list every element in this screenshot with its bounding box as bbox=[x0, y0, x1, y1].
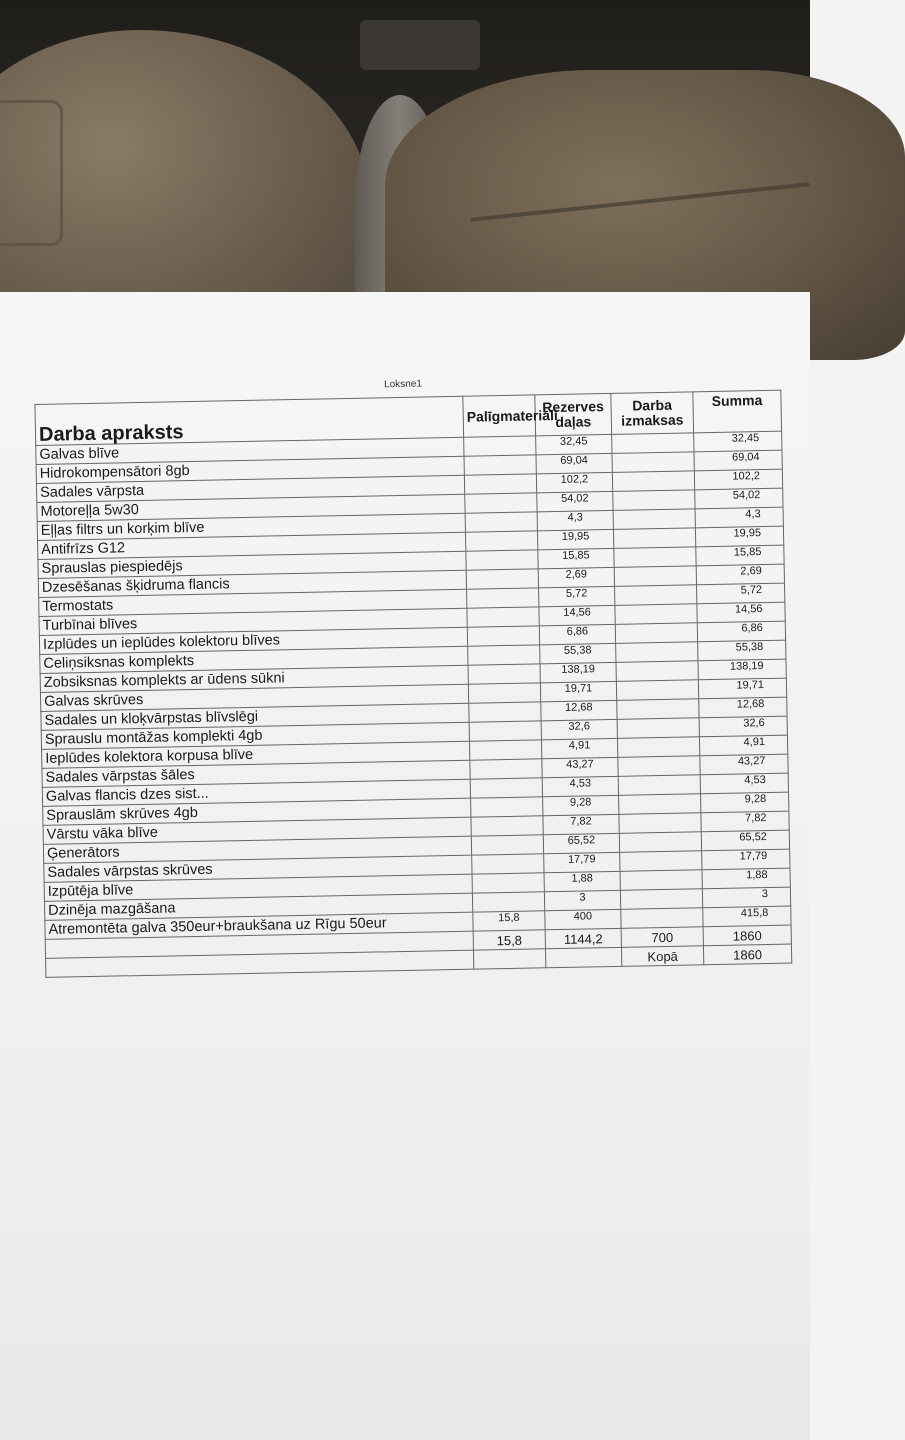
row-description: Motoreļļa 5w30 bbox=[37, 494, 465, 521]
row-materials bbox=[466, 550, 538, 570]
row-labor bbox=[618, 775, 700, 796]
row-labor bbox=[620, 851, 702, 872]
row-materials bbox=[466, 569, 538, 589]
row-labor bbox=[613, 490, 695, 511]
row-description: Celiņsiksnas komplekts bbox=[40, 646, 468, 673]
row-materials bbox=[471, 797, 543, 817]
row-materials bbox=[472, 873, 544, 893]
photo-background bbox=[0, 0, 810, 320]
total-sum: 1860 bbox=[703, 925, 791, 946]
row-sum: 54,02 bbox=[695, 488, 783, 509]
row-sum: 415,8 bbox=[703, 906, 791, 927]
row-labor bbox=[619, 794, 701, 815]
row-parts: 4,91 bbox=[541, 738, 617, 758]
row-sum: 14,56 bbox=[697, 602, 785, 623]
row-description: Galvas blīve bbox=[36, 437, 464, 464]
row-description: Sprauslas piespiedējs bbox=[38, 551, 466, 578]
repair-cost-table bbox=[34, 390, 792, 978]
row-materials bbox=[464, 455, 536, 475]
fabric-seam bbox=[0, 100, 63, 246]
row-description: Galvas flancis dzes sist... bbox=[42, 779, 470, 806]
row-sum: 1,88 bbox=[702, 868, 790, 889]
row-description: Dzinēja mazgāšana bbox=[44, 893, 472, 920]
row-labor bbox=[612, 433, 694, 454]
sheet-name: Loksne1 bbox=[384, 378, 423, 391]
row-description: Vārstu vāka blīve bbox=[43, 817, 471, 844]
row-labor bbox=[620, 889, 702, 910]
grand-total-blank bbox=[545, 947, 621, 967]
row-sum: 2,69 bbox=[696, 564, 784, 585]
row-labor bbox=[620, 870, 702, 891]
row-materials bbox=[465, 531, 537, 551]
grand-total-label: Kopā bbox=[621, 946, 703, 967]
row-labor bbox=[616, 661, 698, 682]
row-description: Galvas skrūves bbox=[40, 684, 468, 711]
grand-total-value: 1860 bbox=[703, 944, 791, 965]
row-description: Termostats bbox=[39, 589, 467, 616]
row-sum: 32,45 bbox=[694, 431, 782, 452]
row-parts: 6,86 bbox=[539, 624, 615, 644]
row-description: Turbīnai blīves bbox=[39, 608, 467, 635]
row-labor bbox=[612, 471, 694, 492]
row-materials bbox=[469, 740, 541, 760]
row-labor bbox=[615, 585, 697, 606]
row-description: Dzesēšanas šķidruma flancis bbox=[38, 570, 466, 597]
row-labor bbox=[614, 547, 696, 568]
row-materials bbox=[467, 607, 539, 627]
row-materials bbox=[470, 759, 542, 779]
row-parts: 12,68 bbox=[541, 700, 617, 720]
row-description: Zobsiksnas komplekts ar ūdens sūkni bbox=[40, 665, 468, 692]
row-labor bbox=[613, 528, 695, 549]
row-sum: 12,68 bbox=[699, 697, 787, 718]
row-sum: 43,27 bbox=[700, 754, 788, 775]
row-parts: 5,72 bbox=[539, 586, 615, 606]
row-parts: 400 bbox=[545, 909, 621, 929]
total-parts: 1144,2 bbox=[545, 928, 621, 948]
row-labor bbox=[616, 680, 698, 701]
header-labor: Darba izmaksas bbox=[611, 392, 694, 435]
row-sum: 7,82 bbox=[701, 811, 789, 832]
row-description: Hidrokompensātori 8gb bbox=[36, 456, 464, 483]
row-labor bbox=[619, 813, 701, 834]
row-materials bbox=[464, 474, 536, 494]
row-description: Sprauslām skrūves 4gb bbox=[43, 798, 471, 825]
row-parts: 1,88 bbox=[544, 871, 620, 891]
background-object bbox=[360, 20, 480, 70]
row-sum: 9,28 bbox=[701, 792, 789, 813]
row-parts: 65,52 bbox=[543, 833, 619, 853]
row-sum: 55,38 bbox=[698, 640, 786, 661]
row-materials bbox=[472, 854, 544, 874]
grand-total-blank bbox=[473, 949, 545, 969]
header-sum: Summa bbox=[693, 390, 782, 433]
row-labor bbox=[613, 509, 695, 530]
row-materials bbox=[468, 645, 540, 665]
row-parts: 9,28 bbox=[543, 795, 619, 815]
row-parts: 54,02 bbox=[537, 491, 613, 511]
row-labor bbox=[617, 699, 699, 720]
row-sum: 4,91 bbox=[699, 735, 787, 756]
row-labor bbox=[616, 642, 698, 663]
row-parts: 32,45 bbox=[536, 434, 612, 454]
row-sum: 15,85 bbox=[696, 545, 784, 566]
row-labor bbox=[619, 832, 701, 853]
row-materials bbox=[467, 626, 539, 646]
row-materials bbox=[471, 816, 543, 836]
row-labor bbox=[617, 737, 699, 758]
row-parts: 19,95 bbox=[537, 529, 613, 549]
row-parts: 4,53 bbox=[542, 776, 618, 796]
row-labor bbox=[615, 604, 697, 625]
row-sum: 138,19 bbox=[698, 659, 786, 680]
row-description: Sadales vārpstas skrūves bbox=[44, 855, 472, 882]
row-parts: 69,04 bbox=[536, 453, 612, 473]
row-description: Ieplūdes kolektora korpusa blīve bbox=[42, 741, 470, 768]
row-parts: 102,2 bbox=[536, 472, 612, 492]
row-sum: 5,72 bbox=[697, 583, 785, 604]
row-sum: 4,3 bbox=[695, 507, 783, 528]
row-parts: 55,38 bbox=[540, 643, 616, 663]
row-labor bbox=[614, 566, 696, 587]
row-labor bbox=[615, 623, 697, 644]
row-labor bbox=[617, 718, 699, 739]
row-parts: 2,69 bbox=[538, 567, 614, 587]
row-description: Sprauslu montāžas komplekti 4gb bbox=[41, 722, 469, 749]
row-description: Sadales vārpsta bbox=[36, 475, 464, 502]
row-parts: 15,85 bbox=[538, 548, 614, 568]
row-materials bbox=[469, 702, 541, 722]
row-parts: 14,56 bbox=[539, 605, 615, 625]
header-materials: Palīgmateriāli bbox=[463, 395, 536, 437]
row-sum: 4,53 bbox=[700, 773, 788, 794]
row-sum: 19,95 bbox=[695, 526, 783, 547]
row-sum: 65,52 bbox=[701, 830, 789, 851]
row-parts: 19,71 bbox=[540, 681, 616, 701]
row-description: Sadales vārpstas šāles bbox=[42, 760, 470, 787]
row-materials bbox=[465, 512, 537, 532]
row-description: Ģenerātors bbox=[43, 836, 471, 863]
row-sum: 19,71 bbox=[698, 678, 786, 699]
row-sum: 32,6 bbox=[699, 716, 787, 737]
row-description: Sadales un kloķvārpstas blīvslēgi bbox=[41, 703, 469, 730]
row-description: Eļļas filtrs un korķim blīve bbox=[37, 513, 465, 540]
row-materials bbox=[471, 835, 543, 855]
row-parts: 43,27 bbox=[542, 757, 618, 777]
row-parts: 3 bbox=[544, 890, 620, 910]
row-parts: 7,82 bbox=[543, 814, 619, 834]
header-parts: Rezerves daļas bbox=[535, 393, 612, 435]
row-materials bbox=[467, 588, 539, 608]
row-parts: 17,79 bbox=[544, 852, 620, 872]
row-parts: 138,19 bbox=[540, 662, 616, 682]
total-labor: 700 bbox=[621, 927, 703, 948]
row-sum: 102,2 bbox=[694, 469, 782, 490]
row-description: Atremontēta galva 350eur+braukšana uz Rīgu 50eur bbox=[45, 912, 473, 939]
row-labor bbox=[621, 908, 703, 929]
row-description: Izpūtēja blīve bbox=[44, 874, 472, 901]
row-labor bbox=[612, 452, 694, 473]
row-materials bbox=[469, 721, 541, 741]
row-sum: 3 bbox=[702, 887, 790, 908]
row-materials bbox=[470, 778, 542, 798]
row-materials bbox=[464, 436, 536, 456]
header-description: Darba apraksts bbox=[35, 396, 464, 445]
row-sum: 69,04 bbox=[694, 450, 782, 471]
total-materials: 15,8 bbox=[473, 930, 545, 950]
row-labor bbox=[618, 756, 700, 777]
row-materials bbox=[472, 892, 544, 912]
row-sum: 17,79 bbox=[702, 849, 790, 870]
row-materials: 15,8 bbox=[473, 911, 545, 931]
row-parts: 32,6 bbox=[541, 719, 617, 739]
row-materials bbox=[465, 493, 537, 513]
row-sum: 6,86 bbox=[697, 621, 785, 642]
row-description: Antifrīzs G12 bbox=[38, 532, 466, 559]
row-materials bbox=[468, 683, 540, 703]
row-parts: 4,3 bbox=[537, 510, 613, 530]
row-description: Izplūdes un ieplūdes kolektoru blīves bbox=[39, 627, 467, 654]
row-materials bbox=[468, 664, 540, 684]
